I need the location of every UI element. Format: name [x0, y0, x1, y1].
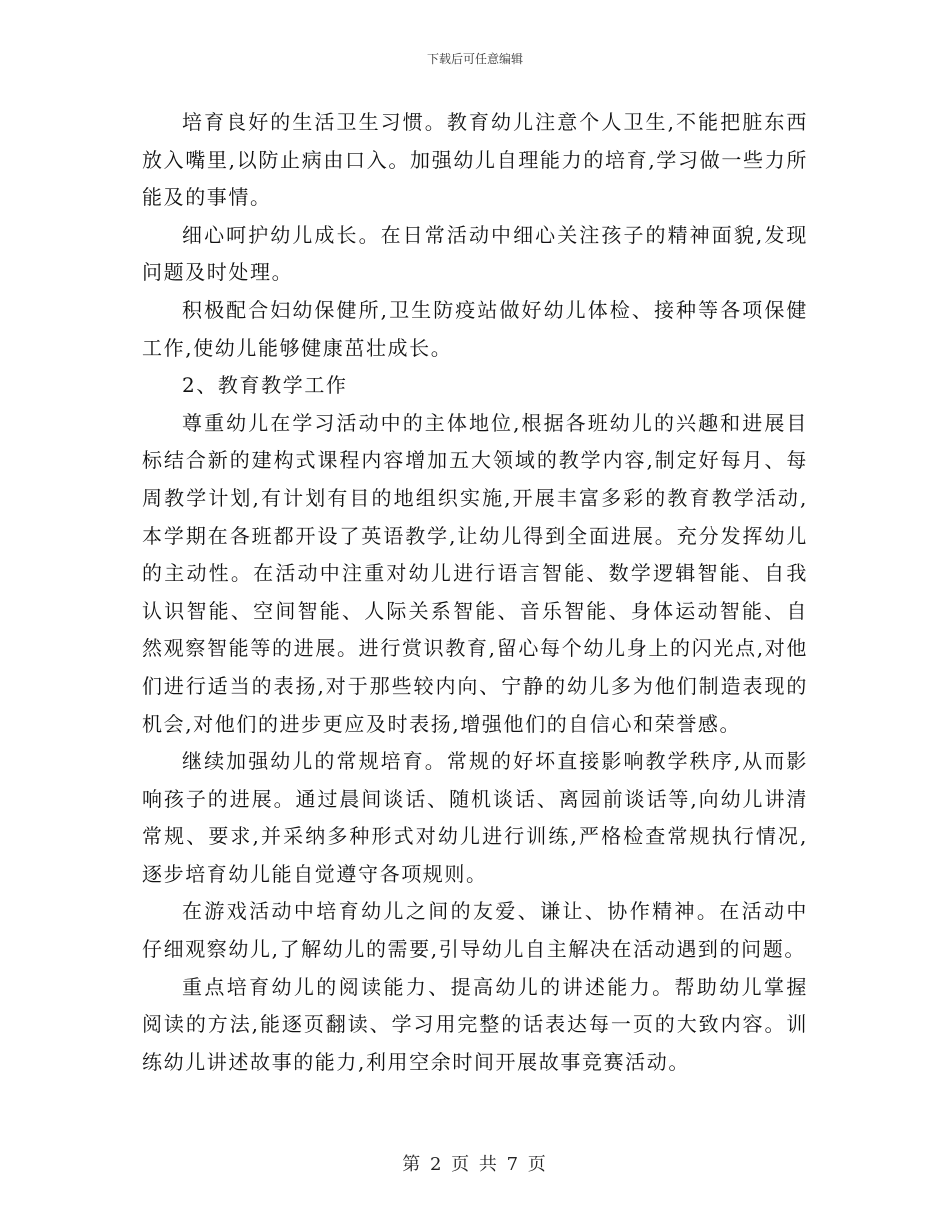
paragraph-care-growth: 细心呵护幼儿成长。在日常活动中细心关注孩子的精神面貌,发现问题及时处理。	[142, 222, 808, 285]
section-heading-teaching: 2、教育教学工作	[182, 373, 348, 398]
paragraph-reading-ability: 重点培育幼儿的阅读能力、提高幼儿的讲述能力。帮助幼儿掌握阅读的方法,能逐页翻读、学习用完整的话表达每一页的大致内容。训练幼儿讲述故事的能力,利用空余时间开展故事竞赛活动。	[142, 974, 808, 1074]
paragraph-teaching-plan: 尊重幼儿在学习活动中的主体地位,根据各班幼儿的兴趣和进展目标结合新的建构式课程内容增加五大领域的教学内容,制定好每月、每周教学计划,有计划有目的地组织实施,开展丰富多彩的教育教学活动,本学期在各班都开设了英语教学,让幼儿得到全面进展。充分发挥幼儿的主动性。在活动中注重对幼儿进行语言智能、数学逻辑智能、自我认识智能、空间智能、人际关系智能、音乐智能、身体运动智能、自然观察智能等的进展。进行赏识教育,留心每个幼儿身上的闪光点,对他们进行适当的表扬,对于那些较内向、宁静的幼儿多为他们制造表现的机会,对他们的进步更应及时表扬,增强他们的自信心和荣誉感。	[142, 410, 808, 736]
paragraph-routine-training: 继续加强幼儿的常规培育。常规的好坏直接影响教学秩序,从而影响孩子的进展。通过晨间谈话、随机谈话、离园前谈话等,向幼儿讲清常规、要求,并采纳多种形式对幼儿进行训练,严格检查常规执行情况,逐步培育幼儿能自觉遵守各项规则。	[142, 749, 808, 886]
page-number-footer: 第 2 页 共 7 页	[402, 1154, 548, 1175]
page-header-note: 下载后可任意编辑	[426, 52, 523, 66]
paragraph-hygiene-habits: 培育良好的生活卫生习惯。教育幼儿注意个人卫生,不能把脏东西放入嘴里,以防止病由口入。加强幼儿自理能力的培育,学习做一些力所能及的事情。	[142, 110, 808, 210]
document-body	[142, 104, 808, 1081]
paragraph-health-checkup: 积极配合妇幼保健所,卫生防疫站做好幼儿体检、接种等各项保健工作,使幼儿能够健康茁壮成长。	[142, 297, 808, 360]
paragraph-game-activities: 在游戏活动中培育幼儿之间的友爱、谦让、协作精神。在活动中仔细观察幼儿,了解幼儿的需要,引导幼儿自主解决在活动遇到的问题。	[142, 899, 808, 962]
